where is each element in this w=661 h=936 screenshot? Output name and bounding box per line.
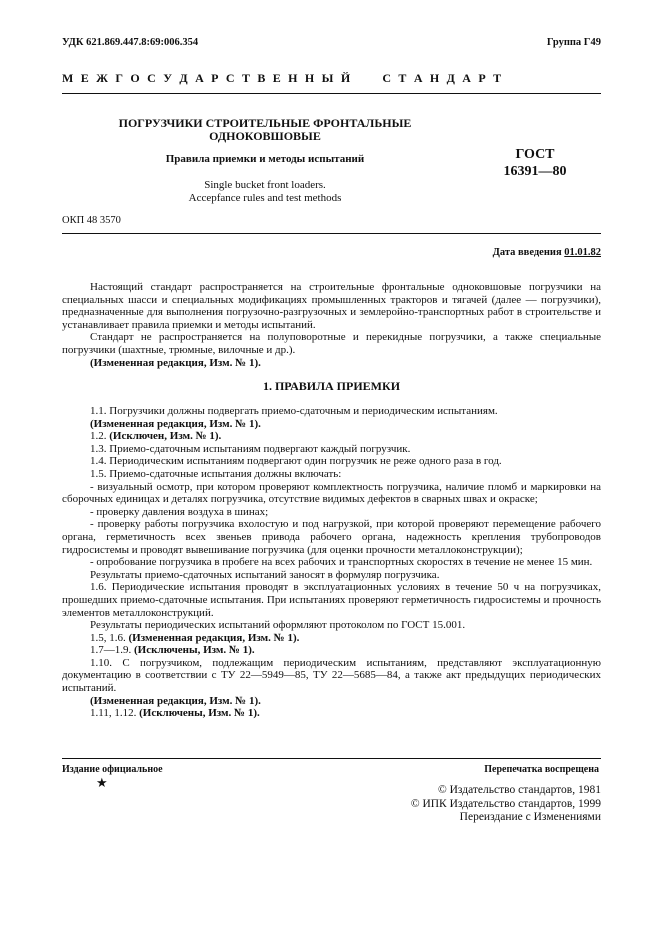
copyright-block — [411, 784, 601, 825]
english-title-line-1: Single bucket front loaders. — [204, 179, 326, 191]
title-divider — [62, 233, 601, 234]
clause-1-5-1-6-text: (Измененная редакция, Изм. № 1). — [128, 631, 300, 644]
title-line-2: ОДНОКОВШОВЫЕ — [209, 129, 321, 143]
official-edition: Издание официальное — [62, 764, 163, 775]
udk-code: УДК 621.869.447.8:69:006.354 — [62, 37, 199, 48]
star-icon: ★ — [96, 775, 108, 790]
clause-1-5-item-2: - проверку давления воздуха в шинах; — [90, 505, 269, 518]
intro-date — [493, 247, 601, 258]
clause-1-11-1-12 — [62, 707, 601, 720]
standard-banner: М Е Ж Г О С У Д А Р С Т В Е Н Н Ы Й С Т А Н Д А Р Т — [62, 71, 503, 85]
clause-1-5-item-4: - опробование погрузчика в пробеге на всех рабочих и транспортных скоростях в течение не менее 15 мин. — [90, 556, 593, 569]
footer-divider — [62, 758, 601, 759]
clause-1-1: 1.1. Погрузчики должны подвергать приемо-сдаточным и периодическим испытаниям. — [90, 405, 498, 417]
intro-date-label: Дата введения — [492, 247, 562, 258]
clause-1-5-1-6-number: 1.5, 1.6. — [90, 631, 126, 644]
clause-1-2 — [62, 430, 601, 443]
clause-1-3: 1.3. Приемо-сдаточным испытаниям подвергают каждый погрузчик. — [90, 442, 411, 455]
intro-paragraph-2: Стандарт не распространяется на полуповоротные и перекидные погрузчики, а также специальные погрузчики (шахтные, трюмные, вилочные и др.). — [62, 331, 601, 356]
clause-1-7-1-9-number: 1.7—1.9. — [90, 644, 132, 657]
clause-1-6: 1.6. Периодические испытания проводят в эксплуатационных условиях в течение 50 ч на погрузчиках, прошедших приемо-сдаточные испытания. При испытаниях проверяют герметичность гидросистемы и прочность элементов металлоконструкций. — [62, 581, 601, 619]
gost-designation — [485, 146, 585, 180]
clause-1-5-1-6-note — [62, 632, 601, 645]
reprint-notice: Перепечатка воспрещена — [484, 764, 599, 775]
copyright-line-1: © Издательство стандартов, 1981 — [437, 784, 601, 796]
subtitle: Правила приемки и методы испытаний — [165, 153, 365, 165]
clause-1-7-1-9-text: (Исключены, Изм. № 1). — [134, 644, 255, 657]
section-1-heading: 1. ПРАВИЛА ПРИЕМКИ — [262, 379, 401, 393]
clause-1-11-1-12-number: 1.11, 1.12. — [90, 707, 137, 720]
clause-1-2-text: (Исключен, Изм. № 1). — [109, 430, 222, 443]
gost-number: 16391—80 — [503, 164, 567, 179]
clause-1-10-note: (Измененная редакция, Изм. № 1). — [90, 694, 261, 707]
clause-1-2-number: 1.2. — [90, 430, 107, 443]
copyright-line-2: © ИПК Издательство стандартов, 1999 — [410, 797, 601, 810]
section-1-body — [62, 405, 601, 720]
clause-1-11-1-12-text: (Исключены, Изм. № 1). — [139, 707, 260, 720]
intro-paragraph-1: Настоящий стандарт распространяется на строительные фронтальные одноковшовые погрузчики на специальных шасси и специальных модификациях промышленных тракторов и тягачей (далее — погрузчики), предназначенные для выполнения погрузочно-разгрузочных и землеройно-транспортных работ в строительстве и устанавливает правила приемки и методы испытаний. — [62, 281, 601, 331]
title-line-1: ПОГРУЗЧИКИ СТРОИТЕЛЬНЫЕ ФРОНТАЛЬНЫЕ — [118, 116, 412, 130]
clause-1-5-item-1: - визуальный осмотр, при котором проверяют комплектность погрузчика, наличие пломб и маркировки на сборочных единицах и деталях погрузчика, отсутствие видимых дефектов в сварных швах и окраске; — [62, 480, 601, 506]
group-code: Группа Г49 — [546, 37, 601, 48]
clause-1-7-1-9 — [62, 644, 601, 657]
intro-section — [62, 281, 601, 369]
clause-1-4: 1.4. Периодическим испытаниям подвергают один погрузчик не реже одного раза в год. — [90, 455, 502, 468]
intro-amendment-note: (Измененная редакция, Изм. № 1). — [90, 356, 261, 369]
clause-1-5-item-3: - проверку работы погрузчика вхолостую и под нагрузкой, при которой проверяют перемещение рабочего органа, герметичность всех звеньев привода рабочего органа, надежность крепления трубопроводов гидросистемы и проводят вывешивание погрузчика (для оценки прочности металлоконструкции); — [62, 518, 601, 556]
gost-label: ГОСТ — [515, 147, 555, 162]
title-block — [62, 117, 468, 143]
clause-1-6-result: Результаты периодических испытаний оформляют протоколом по ГОСТ 15.001. — [90, 619, 466, 632]
english-title — [62, 179, 468, 205]
okp-code: ОКП 48 3570 — [62, 215, 121, 226]
clause-1-10: 1.10. С погрузчиком, подлежащим периодическим испытаниям, представляют эксплуатационную документацию в соответствии с ТУ 22—5949—85, ТУ 22—5685—84, а также акт предыдущих периодических испытаний. — [62, 656, 601, 695]
clause-1-5: 1.5. Приемо-сдаточные испытания должны включать: — [90, 467, 342, 480]
reissue-note: Переиздание с Изменениями — [459, 811, 601, 823]
clause-1-1-note: (Измененная редакция, Изм. № 1). — [90, 417, 261, 430]
banner-divider — [62, 93, 601, 94]
intro-date-value: 01.01.82 — [564, 247, 601, 258]
english-title-line-2: Accepfance rules and test methods — [188, 192, 342, 204]
clause-1-5-result: Результаты приемо-сдаточных испытаний заносят в формуляр погрузчика. — [90, 568, 440, 581]
